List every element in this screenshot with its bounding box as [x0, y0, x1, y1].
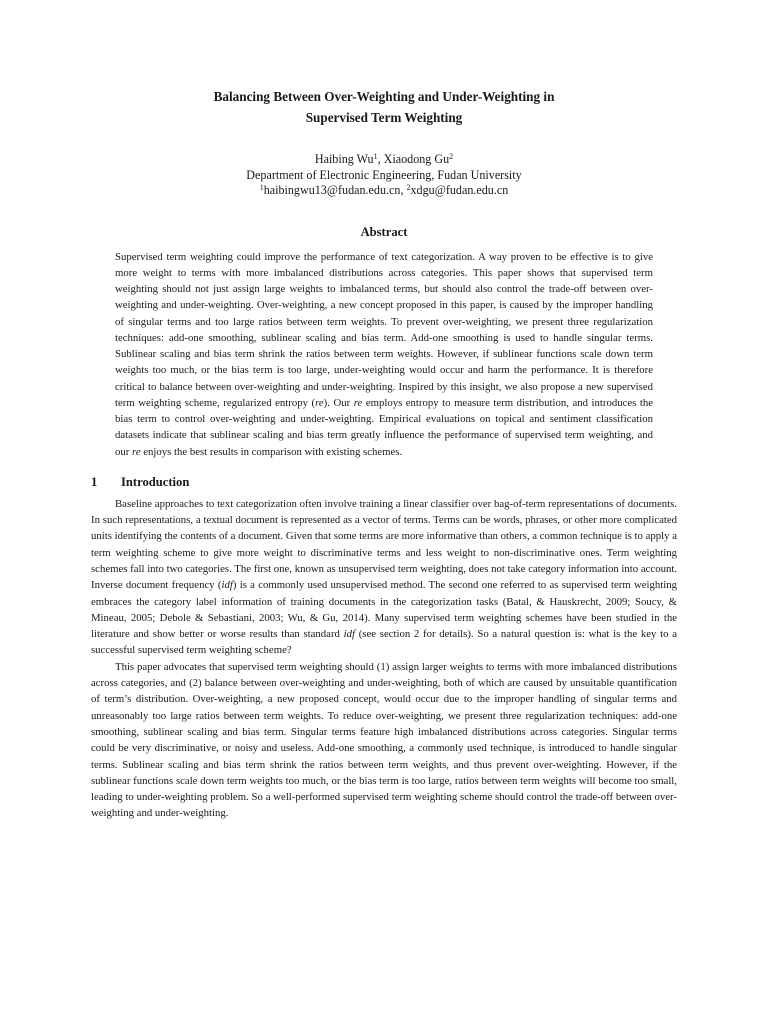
author-affiliation: Department of Electronic Engineering, Fudan University [246, 167, 522, 182]
paper-title [91, 0, 677, 128]
section-title: Introduction [121, 474, 190, 489]
author-emails: $^1$haibingwu13@fudan.edu.cn, $^2$xdgu@fudan.edu.cn [259, 183, 509, 197]
author-names: Haibing Wu$^1$, Xiaodong Gu$^2$ [314, 152, 454, 166]
section-number: 1 [91, 474, 98, 489]
author-block [91, 152, 677, 199]
title-line-2: Supervised Term Weighting [305, 110, 463, 125]
intro-paragraph-2: This paper advocates that supervised term weighting should (1) assign larger weights to terms with more imbalanced distributions across categories, and (2) balance between over-weighting and under-weighting, both of which are caused by unsuitable quantification of term’s distribution. Over-weighting, a new proposed concept, would occur due to the improper handling of singular terms and unreasonably too large ratios between term weights. To reduce over-weighting, we present three regularization techniques: add-one smoothing, sublinear scaling and bias term. Singular terms feature high imbalanced distributions across categories. Singular terms could be very discriminative, or noisy and useless. Add-one smoothing, a commonly used technique, is introduced to handle singular terms. Sublinear scaling and bias term shrink the ratios between term weights, and thus prevent over-weighting. However, if the sublinear functions scale down term weights too much, or the bias term is too large, ratios between term weights will become too small, leading to under-weighting problem. So a well-performed supervised term weighting scheme should control the trade-off between over-weighting and under-weighting. [91, 660, 677, 820]
intro-paragraph-1: Baseline approaches to text categorization often involve training a linear classifier over bag-of-term representations of documents. In such representations, a textual document is represented as a vector of terms. Terms can be words, phrases, or other more complicated units identifying the contents of a document. Given that some terms are more informative than others, a common technique is to apply a term weighting scheme to give more weight to discriminative terms and less weight to non-discriminative ones. Term weighting schemes fall into two categories. The first one, known as unsupervised term weighting, does not take category information into account. Inverse document frequency (idf) is a commonly used unsupervised method. The second one referred to as supervised term weighting embraces the category label information of training documents in the categorization tasks (Batal, & Hauskrecht, 2009; Soucy, & Mineau, 2005; Debole & Sebastiani, 2003; Wu, & Gu, 2014). Many supervised term weighting schemes have been studied in the literature and show better or worse results than standard idf (see section 2 for details). So a natural question is: what is the key to a successful supervised term weighting scheme? [91, 497, 678, 657]
section-heading-introduction [91, 474, 677, 490]
abstract-heading: Abstract [360, 224, 408, 239]
abstract-text: Supervised term weighting could improve the performance of text categorization. A way proven to be effective is to give more weight to terms with more imbalanced distributions across categories. This paper shows that supervised term weighting should not just assign large weights to imbalanced terms, but should also control the trade-off between over-weighting and under-weighting. Over-weighting, a new concept proposed in this paper, is caused by the improper handling of singular terms and too large ratios between term weights. To prevent over-weighting, we present three regularization techniques: add-one smoothing, sublinear scaling and bias term. Add-one smoothing is used to handle singular terms. Sublinear scaling and bias term shrink the ratios between term weights. However, if sublinear functions scale down term weights too much, or the bias term is too large, under-weighting would occur and harm the performance. It is therefore critical to balance between over-weighting and under-weighting. Inspired by this insight, we also propose a new supervised term weighting scheme, regularized entropy (re). Our re employs entropy to measure term distribution, and introduces the bias term to control over-weighting and under-weighting. Empirical evaluations on topical and sentiment classification datasets indicate that sublinear scaling and bias term greatly influence the performance of supervised term weighting, and our re enjoys the best results in comparison with existing schemes. [115, 250, 653, 458]
title-line-1: Balancing Between Over-Weighting and Under-Weighting in [213, 89, 555, 104]
